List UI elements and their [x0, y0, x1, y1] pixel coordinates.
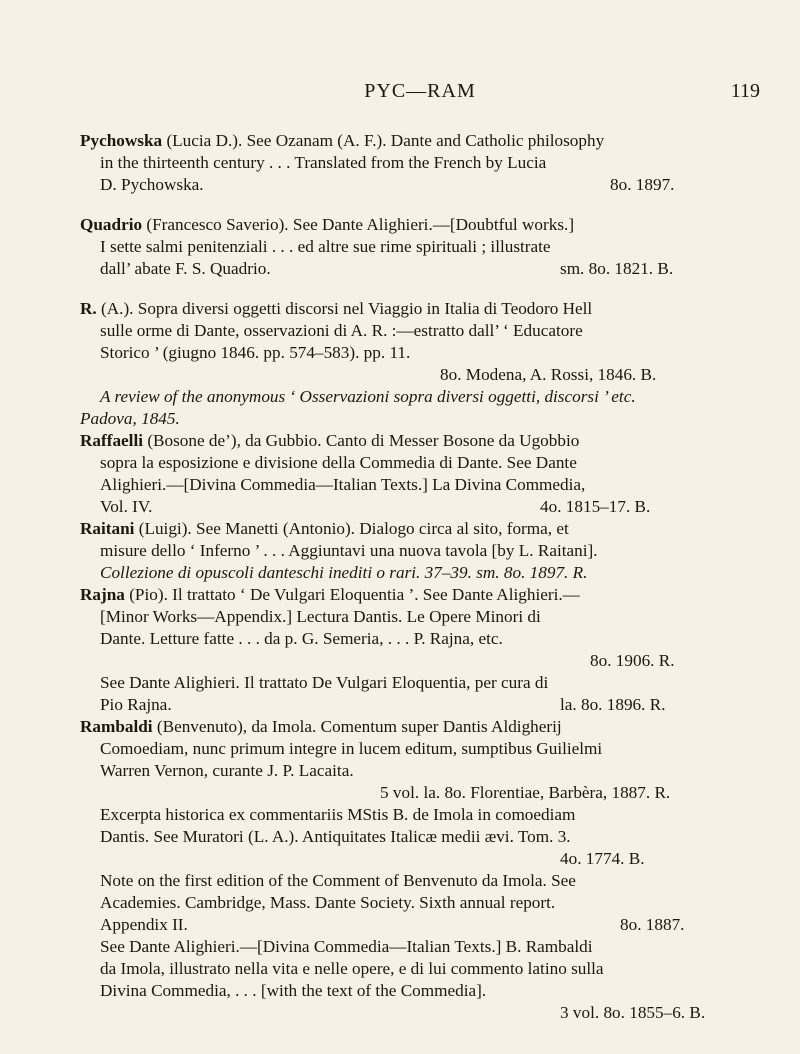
- entry-imprint: 5 vol. la. 8o. Florentiae, Barbèra, 1887. R.: [380, 783, 671, 802]
- entry-line: See Dante Alighieri. Il trattato De Vulgari Eloquentia, per cura di: [100, 673, 549, 692]
- entry-line: Pio Rajna.: [100, 695, 172, 714]
- entry-line: Appendix II.: [100, 915, 188, 934]
- entry-headword: Quadrio: [80, 215, 143, 234]
- entry-line: dall’ abate F. S. Quadrio.: [100, 259, 271, 278]
- entry-imprint: 8o. Modena, A. Rossi, 1846. B.: [440, 365, 657, 384]
- running-title: PYC—RAM: [364, 80, 476, 102]
- page-number: 119: [730, 80, 760, 102]
- entry-line: Pychowska (Lucia D.). See Ozanam (A. F.). Dante and Catholic philosophy: [80, 131, 605, 150]
- entry-line: Academies. Cambridge, Mass. Dante Society. Sixth annual report.: [100, 893, 556, 912]
- entry-imprint: 8o. 1906. R.: [590, 651, 675, 670]
- entry-line: Raffaelli (Bosone de’), da Gubbio. Canto di Messer Bosone da Ugobbio: [80, 431, 580, 450]
- entry-imprint: la. 8o. 1896. R.: [560, 695, 666, 714]
- entry-imprint: 4o. 1774. B.: [560, 849, 645, 868]
- entry-line: [Minor Works—Appendix.] Lectura Dantis. Le Opere Minori di: [100, 607, 541, 626]
- entry-line: Alighieri.—[Divina Commedia—Italian Texts.] La Divina Commedia,: [100, 475, 586, 494]
- entry-imprint: 8o. 1897.: [610, 175, 675, 194]
- entry-line: in the thirteenth century . . . Translated from the French by Lucia: [100, 153, 547, 172]
- running-head: [80, 80, 760, 108]
- entry-line: D. Pychowska.: [100, 175, 204, 194]
- entry-line: Warren Vernon, curante J. P. Lacaita.: [100, 761, 354, 780]
- entry-imprint: 3 vol. 8o. 1855–6. B.: [560, 1003, 706, 1022]
- entry-line: Divina Commedia, . . . [with the text of the Commedia].: [100, 981, 487, 1000]
- entry-line: Excerpta historica ex commentariis MStis B. de Imola in comoediam: [100, 805, 576, 824]
- entry-headword: R.: [80, 299, 97, 318]
- entry-headword: Raitani: [80, 519, 135, 538]
- entry-imprint: 4o. 1815–17. B.: [540, 497, 651, 516]
- entry-line: Rajna (Pio). Il trattato ‘ De Vulgari Eloquentia ’. See Dante Alighieri.—: [80, 585, 580, 604]
- entry-line: Vol. IV.: [100, 497, 153, 516]
- entry-line: Dante. Letture fatte . . . da p. G. Semeria, . . . P. Rajna, etc.: [100, 629, 503, 648]
- entry-line: Storico ’ (giugno 1846. pp. 574–583). pp. 11.: [100, 343, 411, 362]
- entry-line: da Imola, illustrato nella vita e nelle opere, e di lui commento latino sulla: [100, 959, 604, 978]
- entry-headword: Raffaelli: [80, 431, 144, 450]
- entry-line: misure dello ‘ Inferno ’ . . . Aggiuntavi una nuova tavola [by L. Raitani].: [100, 541, 598, 560]
- entry-line: Raitani (Luigi). See Manetti (Antonio). Dialogo circa al sito, forma, et: [80, 519, 569, 538]
- entry-line: sopra la esposizione e divisione della Commedia di Dante. See Dante: [100, 453, 577, 472]
- entry-line: Note on the first edition of the Comment of Benvenuto da Imola. See: [100, 871, 576, 890]
- entry-line: I sette salmi penitenziali . . . ed altre sue rime spirituali ; illustrate: [100, 237, 551, 256]
- entry-line: Quadrio (Francesco Saverio). See Dante Alighieri.—[Doubtful works.]: [80, 215, 575, 234]
- entry-line: Collezione di opuscoli danteschi inediti o rari. 37–39. sm. 8o. 1897. R.: [100, 563, 588, 582]
- entry-headword: Rambaldi: [80, 717, 153, 736]
- entry-line: See Dante Alighieri.—[Divina Commedia—Italian Texts.] B. Rambaldi: [100, 937, 593, 956]
- entry-headword: Rajna: [80, 585, 125, 604]
- entry-headword: Pychowska: [80, 131, 163, 150]
- entry-note: A review of the anonymous ‘ Osservazioni sopra diversi oggetti, discorsi ’ etc.: [100, 387, 636, 406]
- entry-line: sulle orme di Dante, osservazioni di A. R. :—estratto dall’ ‘ Educatore: [100, 321, 583, 340]
- entry-imprint: 8o. 1887.: [620, 915, 685, 934]
- entry-imprint: sm. 8o. 1821. B.: [560, 259, 674, 278]
- entry-line: Comoediam, nunc primum integre in lucem editum, sumptibus Guilielmi: [100, 739, 603, 758]
- entry-line: Dantis. See Muratori (L. A.). Antiquitates Italicæ medii ævi. Tom. 3.: [100, 827, 571, 846]
- entry-line: R. (A.). Sopra diversi oggetti discorsi nel Viaggio in Italia di Teodoro Hell: [80, 299, 593, 318]
- entry-note: Padova, 1845.: [80, 409, 180, 428]
- entry-line: Rambaldi (Benvenuto), da Imola. Comentum super Dantis Aldigherij: [80, 717, 562, 736]
